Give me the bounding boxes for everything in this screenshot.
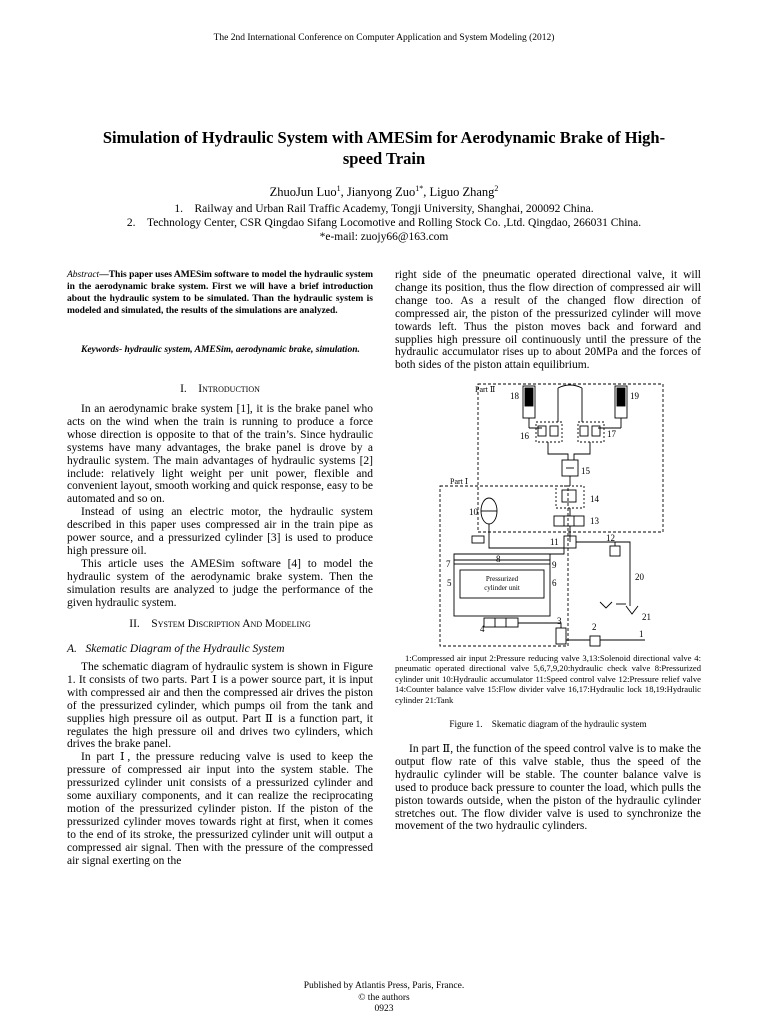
conference-header: The 2nd International Conference on Computer Application and System Modeling (2012) <box>213 33 555 43</box>
figure-caption: Figure 1. Skematic diagram of the hydraulic system <box>449 719 647 729</box>
label-4: 4 <box>480 624 485 634</box>
label-13: 13 <box>590 516 599 526</box>
accumulator-valve <box>472 536 484 543</box>
label-16: 16 <box>520 431 529 441</box>
lock-16-valve-b <box>550 426 558 436</box>
title-line-1: Simulation of Hydraulic System with AMESim for Aerodynamic Brake of High- <box>102 128 666 147</box>
subsection-a-heading: A. Skematic Diagram of the Hydraulic System <box>67 643 285 655</box>
label-10: 10 <box>469 507 478 517</box>
label-11: 11 <box>550 537 559 547</box>
unit-label-1: Pressurized <box>485 575 519 583</box>
author-3: Liguo Zhang <box>429 185 495 200</box>
section-2-heading: II. System Discription And Modeling <box>129 618 311 630</box>
label-1: 1 <box>639 629 644 639</box>
section-2-paragraph: In part Ⅰ, the pressure reducing valve is used to keep the pressure of compressed air input into the system stable. The pressurized cylinder unit consists of a pressurized cylinder and some auxiliary components, and it can realize the reciprocating motion of the pressurized cylinder piston. If the piston of the pressurized cylinder moves towards right at first, when it comes to the end of its stroke, the pressurized cylinder unit will output a compressed air signal. Then with the pressure of the compressed air signal exerting on the <box>67 751 373 867</box>
author-1: ZhuoJun Luo <box>269 185 337 200</box>
lock-17-valve-a <box>580 426 588 436</box>
intro-paragraph: Instead of using an electric motor, the hydraulic system described in this paper uses compressed air in the train pipe as power source, and a pressurized cylinder [3] is used to produce high pressure oil. <box>67 506 373 557</box>
copyright-line: © the authors <box>358 992 410 1003</box>
lock-16-valve-a <box>538 426 546 436</box>
label-17: 17 <box>607 429 616 439</box>
part-2-paragraph: In part Ⅱ, the function of the speed control valve is to make the output flow rate of this valve stable, thus the speed of the hydraulic cylinder will be stable. The counter balance valve is used to produce back pressure to counter the load, which pulls the piston towards outside, when the piston of the hydraulic cylinder stretches out. The flow divider valve is used to synchronize the movement of the two hydraulic cylinders. <box>395 743 701 833</box>
keywords: Keywords- hydraulic system, AMESim, aerodynamic brake, simulation. <box>81 345 360 355</box>
label-20: 20 <box>635 572 644 582</box>
label-15: 15 <box>581 466 590 476</box>
intro-paragraph: In an aerodynamic brake system [1], it is the brake panel who acts on the wind when the train is running to produce a force whose direction is opposite to that of the train’s. Since hydraulic systems have many advantages, the brake panel is drove by a hydraulic system. The main advantages of hydraulic systems [2] include: relatively light weight per unit power, flexible and convenient layout, smooth working and quick response, easy to be automated and so on. <box>67 403 373 506</box>
continued-paragraph: right side of the pneumatic operated directional valve, it will change its position, thus the flow direction of compressed air will change too. As a result of the changed flow direction of compressed air, the piston of the pressurized cylinder will move towards left. Thus the piston moves back and forward and supplies high pressure oil continuously until the pressure of the hydraulic accumulator rises up to about 20MPa and the forces of both sides of the piston attain equilibrium. <box>395 269 701 372</box>
label-9: 9 <box>552 560 557 570</box>
right-column-top <box>395 269 701 372</box>
label-19: 19 <box>630 391 639 401</box>
counter-balance-inner <box>562 490 576 502</box>
section-1-heading: I. Introduction <box>180 383 260 395</box>
intro-body <box>67 403 373 610</box>
part-2-boundary <box>478 384 663 532</box>
intro-paragraph: This article uses the AMESim software [4] to model the hydraulic system of the aerodynamic brake system. Then the simulation results are analyzed to judge the performance of the given hydraulic system. <box>67 557 373 609</box>
label-8: 8 <box>496 554 501 564</box>
pressure-reducing-valve-2 <box>590 636 600 646</box>
hydraulic-cylinder-18 <box>523 386 535 428</box>
label-21: 21 <box>642 612 651 622</box>
part-2-label: Part Ⅱ <box>475 385 496 394</box>
label-6: 6 <box>552 578 557 588</box>
label-12: 12 <box>606 533 615 543</box>
part-1-label: Part Ⅰ <box>450 477 469 486</box>
section-2-body <box>67 661 373 868</box>
counter-balance-valve-14 <box>556 486 584 508</box>
label-2: 2 <box>592 622 597 632</box>
label-18: 18 <box>510 391 519 401</box>
page-number: 0923 <box>374 1004 394 1014</box>
part-1-boundary <box>440 486 568 646</box>
author-2: Jianyong Zuo <box>346 185 416 200</box>
author-list: ZhuoJun Luo$^1$, Jianyong Zuo$^{1*}$, Liguo Zhang$^2$ <box>269 184 499 200</box>
publisher-line: Published by Atlantis Press, Paris, France. <box>303 981 465 991</box>
solenoid-valve-13 <box>554 516 584 526</box>
figure-legend: 1:Compressed air input 2:Pressure reducing valve 3,13:Solenoid directional valve 4: pneumatic operated directional valve 5,6,7,9,20:hydraulic check valve 8:Pressurized cylinder unit 10:Hydraulic accumulator 11:Speed control valve 12:Pressure relief valve 14:Counter balance valve 15:Flow divider valve 16,17:Hydraulic lock 18,19:Hydraulic cylinder 21:Tank <box>395 653 701 705</box>
pneumatic-valve-4 <box>484 618 518 627</box>
title-line-2: speed Train <box>342 149 426 168</box>
label-7: 7 <box>446 559 451 569</box>
pressure-relief-valve-12 <box>610 546 620 556</box>
hydraulic-schematic-figure <box>430 378 670 650</box>
email: *e-mail: zuojy66@163.com <box>319 231 449 243</box>
affiliation-2: 2. Technology Center, CSR Qingdao Sifang Locomotive and Rolling Stock Co. ,Ltd. Qingdao, 266031 China. <box>126 217 642 229</box>
affiliation-1: 1. Railway and Urban Rail Traffic Academy, Tongji University, Shanghai, 200092 China. <box>174 203 594 215</box>
hydraulic-cylinder-19 <box>615 386 627 428</box>
right-column-bottom <box>395 743 701 833</box>
label-14: 14 <box>590 494 599 504</box>
footer <box>0 981 768 1016</box>
solenoid-valve-3 <box>556 628 566 644</box>
paper-title <box>70 127 698 169</box>
section-2-paragraph: The schematic diagram of hydraulic system is shown in Figure 1. It consists of two parts. Part Ⅰ is a power source part, it is input with compressed air and then the compressed air drives the piston of the pressurized cylinder, which pumps oil from the tank and supplies high pressure oil as output. Part Ⅱ is a function part, it regulates the high pressure oil and drives two cylinders, which drives the brake panel. <box>67 661 373 751</box>
abstract <box>67 269 373 317</box>
abstract-text: —This paper uses AMESim software to model the hydraulic system in the aerodynamic brake system. First we will have a brief introduction about the hydraulic system to be simulated. Than the hydraulic system is modeled and simulated, the results of the simulations are analyzed. <box>67 270 373 316</box>
abstract-label: Abstract <box>67 270 100 280</box>
label-3: 3 <box>557 616 562 626</box>
lock-17-valve-b <box>592 426 600 436</box>
unit-label-2: cylinder unit <box>484 584 520 592</box>
label-5: 5 <box>447 578 452 588</box>
